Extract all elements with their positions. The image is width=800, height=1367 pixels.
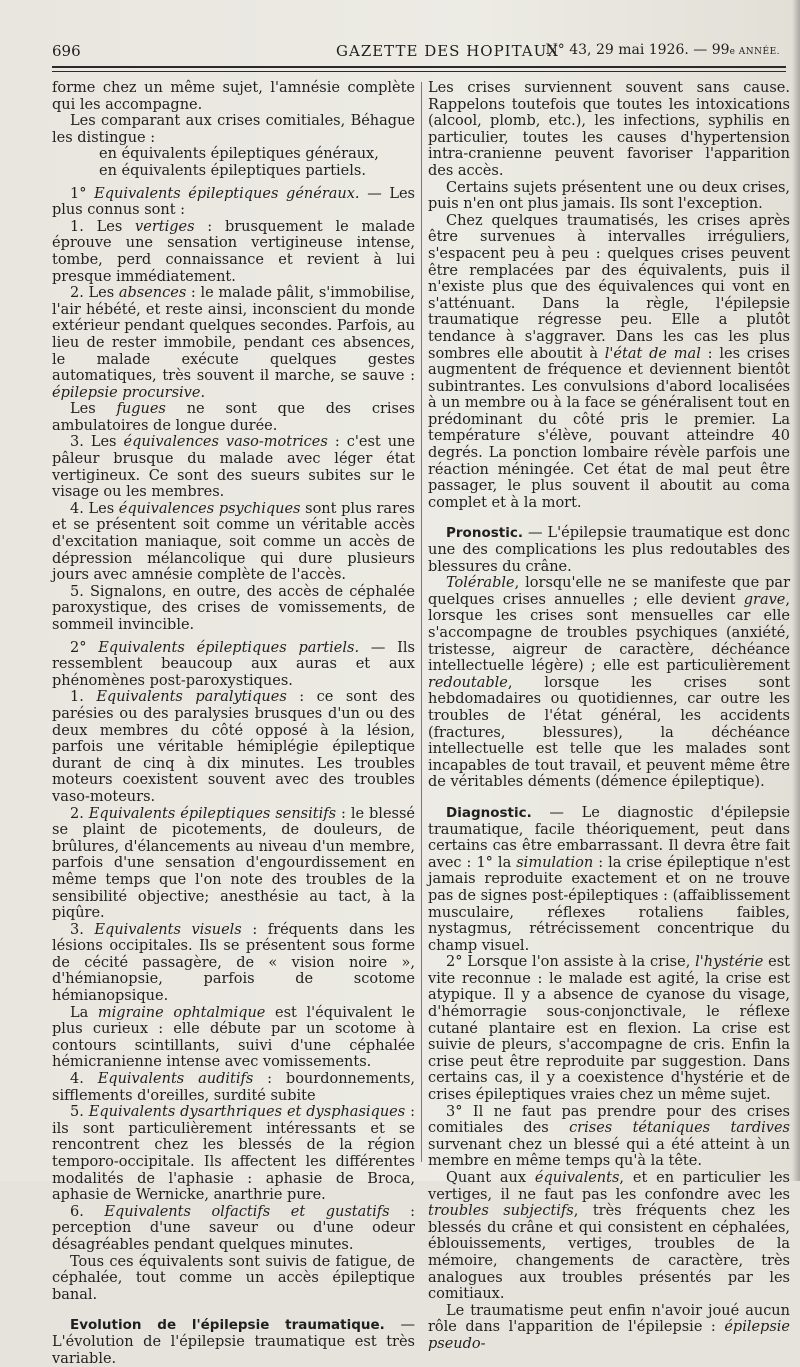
section-text: — L'évolution de l'épilepsie traumatique est très variable. [52, 1317, 416, 1367]
paragraph-text: 3° Il ne faut pas prendre pour des crises comitiales des [428, 1103, 790, 1137]
item-text: est l'équivalent le plus curieux : elle débute par un scotome à contours scintillants, suivi d'une céphalée hémicranienne intense avec vomissements. [52, 1004, 416, 1071]
item-term: l'hystérie [695, 954, 764, 971]
item-term: grave [743, 591, 786, 608]
item-term: crises tétaniques tardives [569, 1120, 790, 1137]
paragraph: Tous ces équivalents sont suivis de fatigue, de céphalée, tout comme un accès épileptique banal. [52, 1253, 415, 1303]
section-evolution [52, 1317, 415, 1367]
page-number: 696 [52, 42, 81, 60]
left-column [52, 80, 416, 1367]
issue-info [546, 42, 780, 58]
section-pronostic [428, 525, 790, 575]
list-item [52, 434, 415, 500]
item-number: 3. [70, 921, 95, 938]
section-heading: Evolution de l'épilepsie traumatique. [70, 1317, 385, 1334]
paragraph-text: 2° Lorsque l'on assiste à la crise, [446, 954, 696, 971]
item-text: : brusquement le malade éprouve une sensation vertigineuse intense, tombe, perd connaissance et revient à lui presque immédiatement. [52, 218, 415, 285]
paragraph [428, 1170, 790, 1303]
item-term: troubles subjectifs [428, 1203, 574, 1220]
section-heading: Diagnostic. [446, 804, 532, 821]
section-text: — Ils ressemblent beaucoup aux auras et aux phénomènes post-paroxystiques. [52, 639, 415, 689]
item-term: épilepsie pseudo- [428, 1319, 790, 1352]
item-number: 1. [70, 689, 97, 706]
list-item [52, 689, 415, 805]
list-item: en équivalents épileptiques généraux, [99, 146, 379, 163]
item-term: épilepsie procursive. [52, 384, 206, 401]
section-diagnostic [428, 805, 790, 954]
paragraph [428, 954, 790, 1103]
issue-year: e ANNÉE. [729, 47, 780, 57]
item-number: 3. Les [70, 434, 124, 451]
section-partial [52, 640, 415, 690]
paragraph-text: Quant aux [446, 1170, 535, 1186]
section-number: 2° [70, 639, 99, 656]
paragraph: Les crises surviennent souvent sans cause. Rappelons toutefois que toutes les intoxications (alcool, plomb, etc.), les infections, syphilis en particulier, toutes les causes d'hypertension intra-cranienne peuvent favoriser l'apparition des accès. [428, 80, 790, 179]
item-term: équivalences psychiques [118, 500, 301, 517]
paragraph-text: Le traumatisme peut enfin n'avoir joué aucun rôle dans l'apparition de l'épilepsie : [428, 1302, 790, 1336]
header-rule-thick [52, 66, 786, 68]
item-number: 4. Les [70, 500, 119, 517]
item-number: 1. Les [70, 218, 136, 235]
section-general [52, 186, 415, 219]
item-text: : ils sont particulièrement intéressants et se rencontrent chez les blessés de la région temporo-occipitale. Ils affectent les différentes modalités de l'aphasie : aphasie de Broca, aphasie de Wernicke, anarthrie pure. [52, 1104, 415, 1204]
section-text: : la crise épileptique n'est jamais reproduite exactement et on ne trouve pas de signes post-épileptiques : (affaiblissement musculaire, réflexes rotaliens faibles, nystagmus, rétrécissement concentrique du champ visuel. [428, 854, 790, 954]
item-text: La [70, 1004, 98, 1021]
paragraph [52, 1005, 415, 1071]
item-number: 4. [70, 1071, 98, 1088]
item-term: migraine ophtalmique [97, 1004, 266, 1021]
list-item [52, 922, 415, 1005]
item-number: 5. [70, 1104, 89, 1121]
list-item [52, 285, 415, 401]
paragraph-text: est vite reconnue : le malade est agité, la crise est atypique. Il y a absence de cyanose du visage, d'hémorragie sous-conjonctivale, le réflexe cutané plantaire est en flexion. La crise est suivie de pleurs, s'accompagne de cris. Enfin la crise peut être reproduite par suggestion. Dans certains cas, il y a coexistence d'hystérie et de crises épileptiques vraies chez un même sujet. [428, 954, 790, 1104]
section-text: — L'épilepsie traumatique est donc une des complications les plus redoutables des blessures du crâne. [428, 525, 790, 575]
paragraph-text: , lorsqu'elle ne se manifeste que par quelques crises annuelles ; elle devient [428, 575, 790, 608]
list-item [52, 219, 415, 285]
item-number: 2. Les [70, 285, 119, 302]
paragraph-text: , et en particulier les vertiges, il ne faut pas les confondre avec les [428, 1170, 790, 1203]
item-term: absences [118, 285, 187, 302]
item-term: redoutable [428, 674, 508, 691]
paragraph [428, 213, 790, 512]
item-text: : le blessé se plaint de picotements, de douleurs, de brûlures, d'élancements au niveau d'un membre, parfois d'une sensation d'engourdissement en même temps que l'on note des troubles de la sensibilité objective; anesthésie au tact, à la piqûre. [52, 805, 415, 922]
item-text: : le malade pâlit, s'immobilise, l'air hébété, et reste ainsi, inconscient du monde extérieur pendant quelques secondes. Parfois, au lieu de rester immobile, pendant ces absences, le malade exécute quelques gestes automatiques, très souvent il marche, se sauve : [52, 285, 415, 385]
section-text: — Le diagnostic d'épilepsie traumatique, facile théoriquement, peut dans certains cas être embarrassant. Il devra être fait avec : 1° la [428, 804, 790, 871]
item-text: : ce sont des parésies ou des paralysies brusques d'un ou des deux membres du côté opposé à la lésion, parfois une véritable hémiplégie épileptique durant de cinq à dix minutes. Les troubles moteurs coexistent souvent avec des troubles vaso-moteurs. [52, 689, 416, 805]
list-item: 5. Signalons, en outre, des accès de céphalée paroxystique, des crises de vomissements, de sommeil invincible. [52, 583, 415, 633]
item-term: l'état de mal [604, 345, 701, 362]
paragraph-text: : les crises augmentent de fréquence et deviennent bientôt subintrantes. Les convulsions d'abord localisées à un membre ou à la face se généralisent tout en prédominant du côté pris le premier. La température s'élève, pouvant atteindre 40 degrés. La ponction lombaire révèle parfois une réaction méningée. Cet état de mal peut être passager, le plus souvent il aboutit au coma complet et à la mort. [428, 345, 790, 511]
paragraph-text: Chez quelques traumatisés, les crises après être survenues à intervalles irréguliers, s'espacent peu à peu : quelques crises peuvent être remplacées par des équivalents, puis il n'existe plus que des équivalences qui vont en s'atténuant. Dans la règle, l'épilepsie traumatique régresse peu. Elle a plutôt tendance à s'aggraver. Dans les cas les plus sombres elle aboutit à [428, 212, 790, 362]
item-term: vertiges [135, 218, 195, 235]
item-term: Equivalents épileptiques sensitifs [88, 805, 337, 822]
journal-title: GAZETTE DES HOPITAUX [336, 42, 559, 60]
column-divider [421, 82, 422, 1162]
item-text: : perception d'une saveur ou d'une odeur désagréables pendant quelques minutes. [52, 1203, 415, 1253]
item-term: Equivalents olfactifs et gustatifs [104, 1203, 390, 1220]
list-item [52, 806, 415, 922]
item-number: 6. [70, 1203, 105, 1220]
item-text: : fréquents dans les lésions occipitales. Ils se présentent sous forme de cécité passagère, de « vision noire », d'hémianopsie, parfois de scotome hémianopsique. [52, 921, 415, 1005]
right-column [428, 80, 790, 1352]
item-term: Equivalents dysarthriques et dysphasiques [88, 1104, 406, 1121]
item-text: : c'est une pâleur brusque du malade avec léger état vertigineux. Ce sont des sueurs subites sur le visage ou les membres. [52, 434, 415, 501]
paragraph: forme chez un même sujet, l'amnésie complète qui les accompagne. [52, 80, 415, 113]
paragraph [428, 1104, 790, 1170]
item-term: fugues [116, 401, 166, 418]
section-heading: Pronostic. [446, 525, 523, 542]
paragraph-text: survenant chez un blessé qui a été atteint à un membre en même temps qu'à la tête. [428, 1136, 790, 1170]
item-term: équivalents [534, 1170, 620, 1186]
item-number: 2. [70, 805, 89, 822]
paragraph-text: , très fréquents chez les blessés du crâne et qui consistent en céphalées, éblouissements, vertiges, troubles de la mémoire, changements de caractère, très analogues aux troubles présentés par les comitiaux. [428, 1203, 790, 1303]
item-term: Equivalents visuels [94, 921, 242, 938]
paragraph [428, 575, 790, 791]
section-text: — Les plus connus sont : [52, 185, 415, 219]
section-title: Equivalents épileptiques partiels. [98, 639, 360, 656]
list-item [52, 501, 415, 584]
list-item [52, 1071, 415, 1104]
section-title: Equivalents épileptiques généraux. [94, 185, 360, 202]
page-header [52, 40, 786, 66]
page-edge-shadow [792, 0, 800, 1181]
item-text: Les [70, 401, 117, 418]
list-item [52, 1204, 415, 1254]
paragraph [52, 401, 415, 434]
paragraph-text: , lorsque les crises sont mensuelles car elle s'accompagne de troubles psychiques (anxiété, tristesse, aigreur de caractère, déchéance intellectuelle légère) ; elle est particulièrement [428, 591, 790, 675]
section-number: 1° [70, 185, 95, 202]
item-text: : bourdonnements, sifflements d'oreilles, surdité subite [52, 1071, 416, 1104]
paragraph [428, 1303, 790, 1353]
paragraph: Certains sujets présentent une ou deux crises, puis n'en ont plus jamais. Ils sont l'exception. [428, 179, 790, 213]
list-item [52, 1104, 415, 1204]
item-term: Tolérable [446, 575, 515, 592]
item-term: Equivalents auditifs [97, 1071, 254, 1088]
issue-date: N° 43, 29 mai 1926. — 99 [545, 42, 730, 58]
list-item: en équivalents épileptiques partiels. [99, 162, 366, 179]
paragraph: Les comparant aux crises comitiales, Béhague les distingue : [52, 113, 415, 146]
item-term: Equivalents paralytiques [96, 689, 287, 706]
header-rule-thin [52, 71, 786, 72]
paragraph-text: , lorsque les crises sont hebdomadaires ou quotidiennes, car outre les troubles de l'état général, les accidents (fractures, blessures), la déchéance intellectuelle est telle que les malades sont incapables de tout travail, et peuvent même être de véritables déments (démence épileptique). [428, 674, 790, 791]
item-term: équivalences vaso-motrices [123, 434, 328, 451]
item-term: simulation [516, 854, 594, 871]
item-text: ne sont que des crises ambulatoires de longue durée. [52, 401, 415, 434]
item-text: sont plus rares et se présentent soit comme un véritable accès d'excitation maniaque, soit comme un accès de dépression mélancolique qui dure plusieurs jours avec amnésie complète de l'accès. [52, 500, 415, 584]
